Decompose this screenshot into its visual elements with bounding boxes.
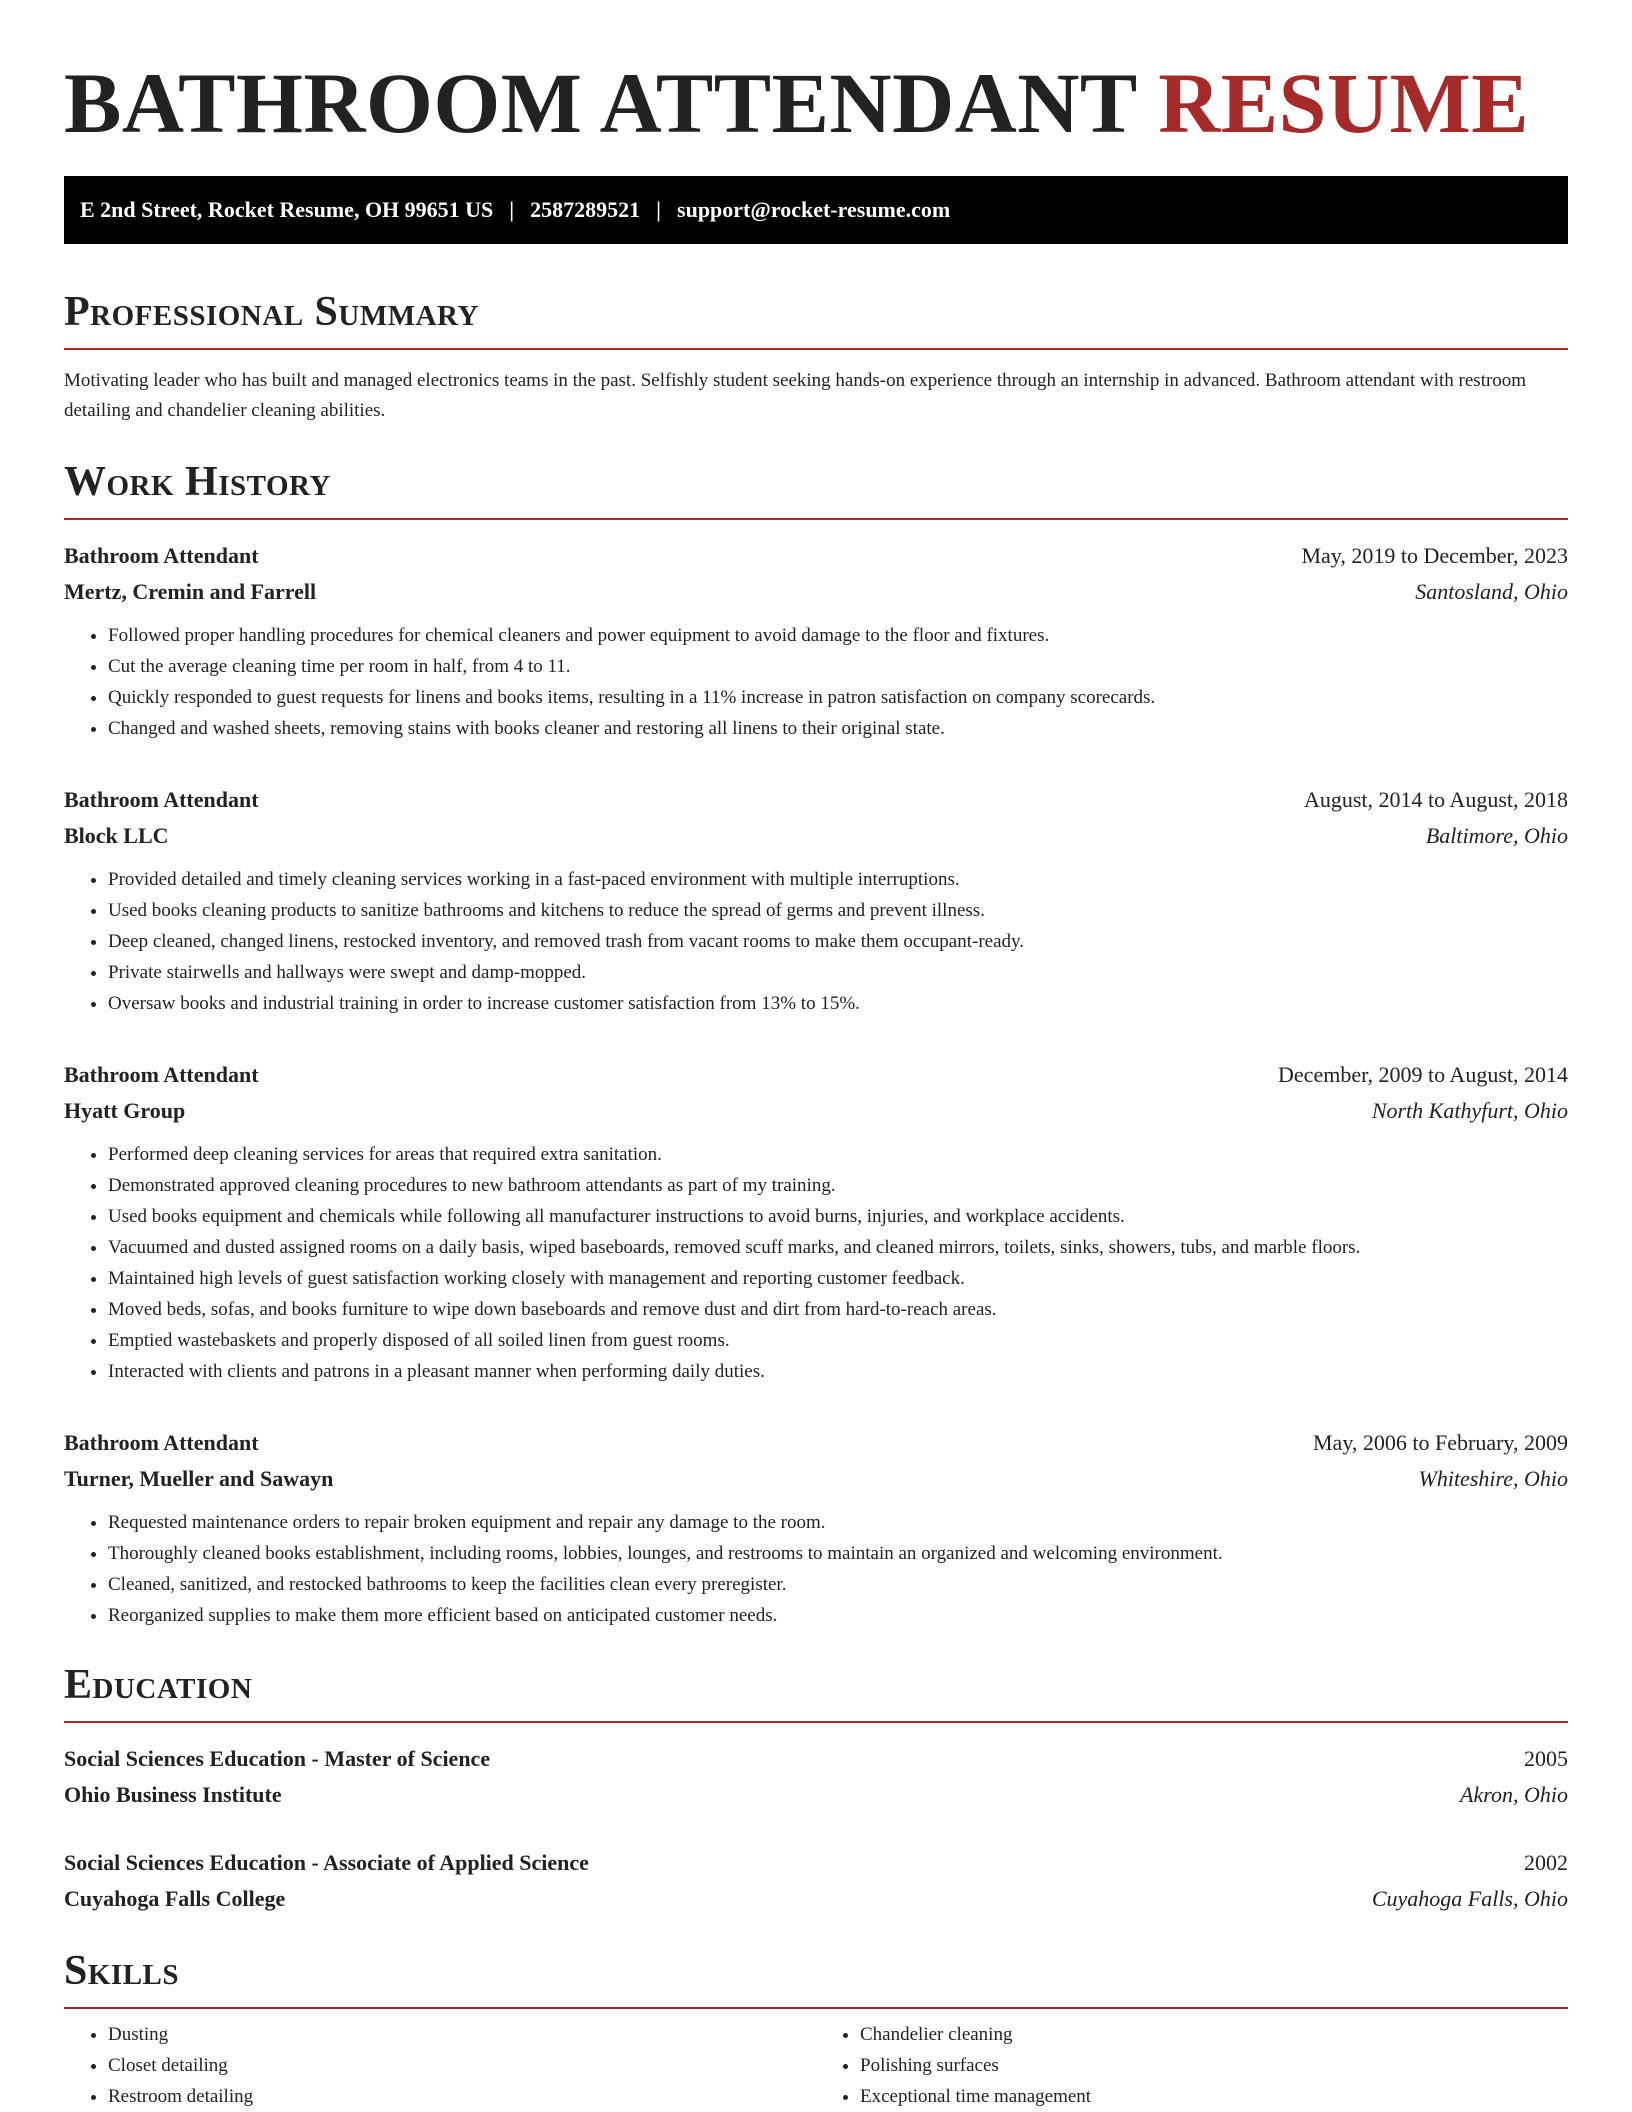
job-title: Bathroom Attendant (64, 787, 259, 812)
job-title: Bathroom Attendant (64, 543, 259, 568)
job-bullet: • Moved beds, sofas, and books furniture to wipe down baseboards and remove dust and dirt from hard-to-reach areas. (108, 1294, 1568, 1325)
job-bullet: • Private stairwells and hallways were swept and damp-mopped. (108, 957, 1568, 988)
job-dates: May, 2006 to February, 2009 (1313, 1430, 1568, 1455)
job-location: North Kathyfurt, Ohio (1371, 1098, 1568, 1123)
skills-column-left (64, 2019, 816, 2112)
job-bullets (64, 1139, 1568, 1387)
job-dates: December, 2009 to August, 2014 (1278, 1062, 1568, 1087)
job-company-row (64, 818, 1568, 854)
education-location: Cuyahoga Falls, Ohio (1371, 1886, 1568, 1911)
job-bullet: • Used books cleaning products to sanitize bathrooms and kitchens to reduce the spread of germs and prevent illness. (108, 895, 1568, 926)
contact-separator: | (509, 197, 515, 222)
summary-section (64, 288, 1568, 426)
skill-item: • Dusting (108, 2019, 816, 2050)
education-year: 2005 (1524, 1746, 1568, 1771)
job-location: Baltimore, Ohio (1425, 823, 1568, 848)
contact-bar (64, 176, 1568, 244)
job-bullet: • Followed proper handling procedures for chemical cleaners and power equipment to avoid damage to the floor and fixtures. (108, 620, 1568, 651)
job-bullet: • Thoroughly cleaned books establishment, including rooms, lobbies, lounges, and restrooms to maintain an organized and welcoming environment. (108, 1538, 1568, 1569)
job-bullet: • Oversaw books and industrial training in order to increase customer satisfaction from 13% to 15%. (108, 988, 1568, 1019)
job-company: Block LLC (64, 823, 169, 848)
job-dates: May, 2019 to December, 2023 (1301, 543, 1568, 568)
job-bullet: • Cut the average cleaning time per room in half, from 4 to 11. (108, 651, 1568, 682)
skills-grid (64, 2019, 1568, 2112)
job-company-row (64, 1461, 1568, 1497)
job-entry (64, 782, 1568, 1019)
education-degree: Social Sciences Education - Associate of Applied Science (64, 1850, 589, 1875)
job-bullet: • Emptied wastebaskets and properly disposed of all soiled linen from guest rooms. (108, 1325, 1568, 1356)
summary-text: Motivating leader who has built and managed electronics teams in the past. Selfishly student seeking hands-on experience through an internship in advanced. Bathroom attendant with restroom detailing and chandelier cleaning abilities. (64, 370, 1527, 421)
education-degree-row (64, 1845, 1568, 1881)
work-history-heading: Work History (64, 458, 1568, 520)
job-bullet: • Deep cleaned, changed linens, restocked inventory, and removed trash from vacant rooms to make them occupant-ready. (108, 926, 1568, 957)
skill-item: • Exceptional time management (860, 2081, 1568, 2112)
job-bullets (64, 620, 1568, 744)
title-main: BATHROOM ATTENDANT (64, 55, 1137, 151)
job-company-row (64, 1093, 1568, 1129)
job-bullet: • Requested maintenance orders to repair broken equipment and repair any damage to the room. (108, 1507, 1568, 1538)
job-bullet: • Cleaned, sanitized, and restocked bathrooms to keep the facilities clean every preregister. (108, 1569, 1568, 1600)
skills-heading: Skills (64, 1947, 1568, 2009)
job-bullet: • Maintained high levels of guest satisfaction working closely with management and reporting customer feedback. (108, 1263, 1568, 1294)
job-title: Bathroom Attendant (64, 1430, 259, 1455)
job-bullet: • Used books equipment and chemicals while following all manufacturer instructions to avoid burns, injuries, and workplace accidents. (108, 1201, 1568, 1232)
education-heading: Education (64, 1661, 1568, 1723)
education-location: Akron, Ohio (1460, 1782, 1568, 1807)
job-title-row (64, 538, 1568, 574)
contact-phone: 2587289521 (530, 197, 641, 222)
education-degree: Social Sciences Education - Master of Science (64, 1746, 491, 1771)
skill-item: • Closet detailing (108, 2050, 816, 2081)
education-entry (64, 1741, 1568, 1813)
job-bullet: • Performed deep cleaning services for areas that required extra sanitation. (108, 1139, 1568, 1170)
job-company-row (64, 574, 1568, 610)
job-entry (64, 1057, 1568, 1387)
resume-title (64, 0, 1568, 176)
education-school: Ohio Business Institute (64, 1782, 282, 1807)
job-bullet: • Interacted with clients and patrons in a pleasant manner when performing daily duties. (108, 1356, 1568, 1387)
education-year: 2002 (1524, 1850, 1568, 1875)
job-title-row (64, 1057, 1568, 1093)
skill-item: • Polishing surfaces (860, 2050, 1568, 2081)
job-title-row (64, 782, 1568, 818)
job-bullet: • Reorganized supplies to make them more efficient based on anticipated customer needs. (108, 1600, 1568, 1631)
job-company: Turner, Mueller and Sawayn (64, 1466, 334, 1491)
education-school-row (64, 1881, 1568, 1917)
education-section (64, 1661, 1568, 1917)
job-bullets (64, 1507, 1568, 1631)
title-accent: RESUME (1158, 55, 1530, 151)
skill-item: • Chandelier cleaning (860, 2019, 1568, 2050)
job-location: Whiteshire, Ohio (1418, 1466, 1568, 1491)
job-company: Hyatt Group (64, 1098, 186, 1123)
job-bullet: • Provided detailed and timely cleaning services working in a fast-paced environment with multiple interruptions. (108, 864, 1568, 895)
contact-separator: | (656, 197, 662, 222)
job-bullets (64, 864, 1568, 1019)
job-entry (64, 538, 1568, 744)
contact-address: E 2nd Street, Rocket Resume, OH 99651 US (80, 197, 494, 222)
skills-section (64, 1947, 1568, 2112)
job-title-row (64, 1425, 1568, 1461)
education-degree-row (64, 1741, 1568, 1777)
job-title: Bathroom Attendant (64, 1062, 259, 1087)
job-bullet: • Vacuumed and dusted assigned rooms on a daily basis, wiped baseboards, removed scuff marks, and cleaned mirrors, toilets, sinks, showers, tubs, and marble floors. (108, 1232, 1568, 1263)
skills-column-right (816, 2019, 1568, 2112)
job-entry (64, 1425, 1568, 1631)
education-school: Cuyahoga Falls College (64, 1886, 286, 1911)
job-bullet: • Quickly responded to guest requests for linens and books items, resulting in a 11% increase in patron satisfaction on company scorecards. (108, 682, 1568, 713)
work-history-section (64, 458, 1568, 1631)
education-school-row (64, 1777, 1568, 1813)
summary-heading: Professional Summary (64, 288, 1568, 350)
education-entry (64, 1845, 1568, 1917)
job-bullet: • Changed and washed sheets, removing stains with books cleaner and restoring all linens to their original state. (108, 713, 1568, 744)
job-bullet: • Demonstrated approved cleaning procedures to new bathroom attendants as part of my training. (108, 1170, 1568, 1201)
job-dates: August, 2014 to August, 2018 (1303, 787, 1568, 812)
skill-item: • Restroom detailing (108, 2081, 816, 2112)
contact-email: support@rocket-resume.com (677, 197, 951, 222)
job-location: Santosland, Ohio (1415, 579, 1568, 604)
job-company: Mertz, Cremin and Farrell (64, 579, 317, 604)
